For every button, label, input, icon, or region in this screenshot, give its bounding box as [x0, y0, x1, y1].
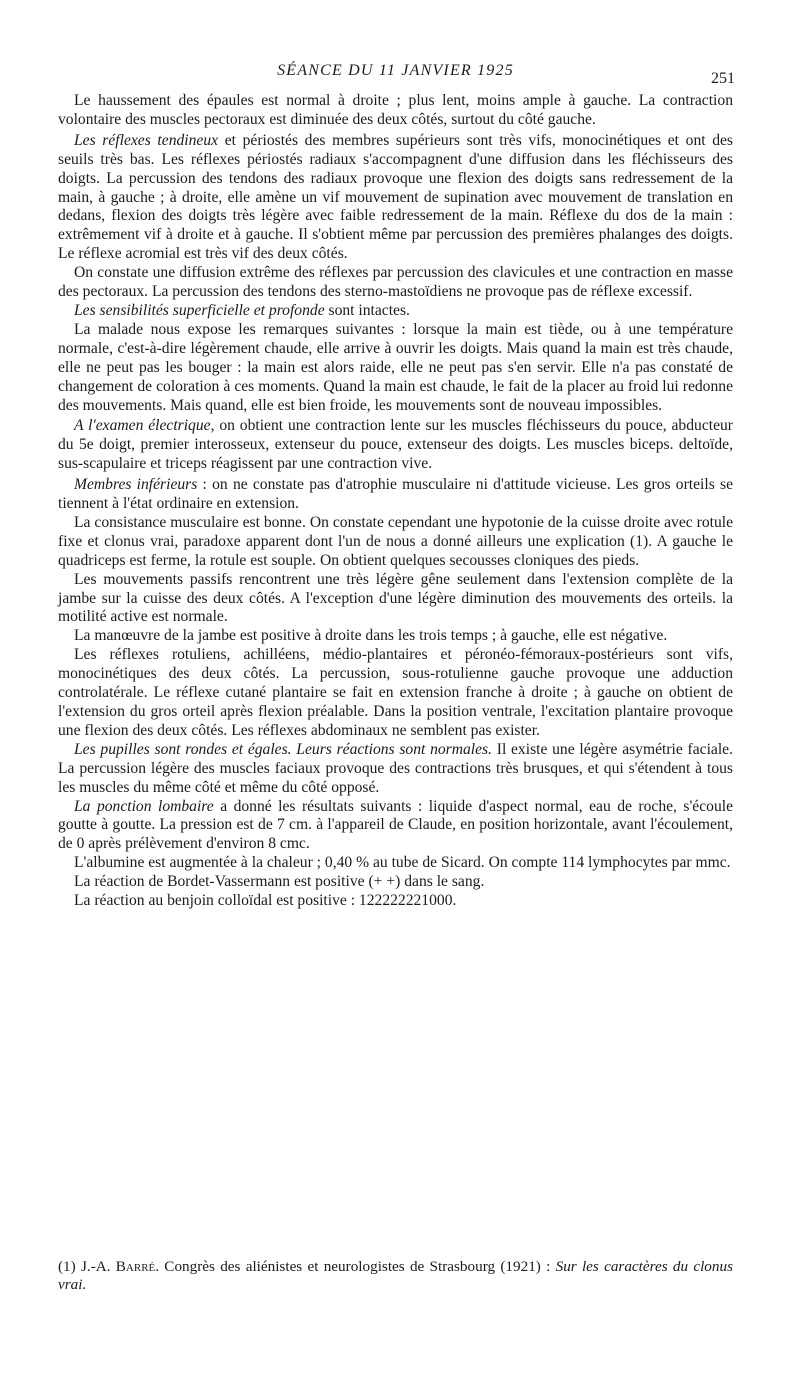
paragraph: La réaction au benjoin colloïdal est positive : 122222221000. — [74, 892, 457, 910]
paragraph: La consistance musculaire est bonne. On constate cependant une hypotonie de la cuisse droite avec rotule fixe et clonus vrai, paradoxe apparent dont l'un de nous a donné ailleurs une explication (1). A gauche le quadriceps est ferme, la rotule est souple. On obtient quelques secousses cloniques des pieds. — [58, 513, 733, 569]
page — [58, 58, 733, 911]
paragraph: La ponction lombaire a donné les résultats suivants : liquide d'aspect normal, eau de roche, s'écoule goutte à goutte. La pression est de 7 cm. à l'appareil de Claude, en position horizontale, avant l'écoulement, de 0 après prélèvement d'environ 8 cmc. — [58, 797, 733, 853]
body-text — [58, 92, 733, 911]
paragraph: A l'examen électrique, on obtient une contraction lente sur les muscles fléchisseurs du pouce, abducteur du 5e doigt, premier interosseux, extenseur du pouce, extenseur des doigts. Les muscles biceps. deltoïde, sus-scapulaire et triceps réagissent par une contraction vive. — [58, 417, 733, 473]
paragraph: L'albumine est augmentée à la chaleur ; 0,40 % au tube de Sicard. On compte 114 lymphocytes par mmc. — [74, 854, 731, 872]
paragraph: Les réflexes tendineux et périostés des membres supérieurs sont très vifs, monocinétiques et ont des seuils très bas. Les réflexes périostés radiaux s'accompagnent d'une diffusion dans les fléchisseurs des doigts. La percussion des tendons des radiaux provoque une flexion des doigts sans redressement de la main, à gauche ; à droite, elle amène un vif mouvement de supination avec mouvement de translation en dedans, flexion des doigts très légère avec faible redressement de la main. Réflexe du dos de la main : extrêmement vif à droite et à gauche. Il s'obtient même par percussion des premières phalanges des doigts. Le réflexe acromial est très vif des deux côtés. — [58, 131, 734, 263]
paragraph: Le haussement des épaules est normal à droite ; plus lent, moins ample à gauche. La contraction volontaire des muscles pectoraux est diminuée des deux côtés, surtout du côté gauche. — [58, 92, 733, 128]
page-number: 251 — [711, 70, 735, 87]
footnote-marker: (1) — [58, 1258, 76, 1275]
paragraph: Membres inférieurs : on ne constate pas d'atrophie musculaire ni d'attitude vicieuse. Les gros orteils se tiennent à l'état ordinaire en extension. — [58, 476, 733, 513]
paragraph: Les mouvements passifs rencontrent une très légère gêne seulement dans l'extension complète de la jambe sur la cuisse des deux côtés. A l'exception d'une légère diminution des mouvements des orteils. la motilité active est normale. — [58, 570, 733, 626]
paragraph: Les sensibilités superficielle et profonde sont intactes. — [74, 301, 410, 319]
paragraph: La réaction de Bordet-Vassermann est positive (+ +) dans le sang. — [74, 873, 485, 891]
paragraph: On constate une diffusion extrême des réflexes par percussion des clavicules et une contraction en masse des pectoraux. La percussion des tendons des sterno-mastoïdiens ne provoque pas de réflexe excessif. — [58, 264, 733, 301]
paragraph: Les réflexes rotuliens, achilléens, médio-plantaires et péronéo-fémoraux-postérieurs sont vifs, monocinétiques des deux côtés. La percussion, sous-rotulienne gauche provoque une adduction controlatérale. Le réflexe cutané plantaire se fait en extension franche à droite ; à gauche on obtient de l'extension du gros orteil après flexion préalable. Dans la position ventrale, l'excitation plantaire provoque une flexion des deux côtés. Les réflexes abdominaux ne semblent pas exister. — [58, 646, 733, 739]
running-head: SÉANCE DU 11 JANVIER 1925 — [277, 62, 514, 79]
footnote — [58, 1258, 733, 1294]
footnote-author: J.-A. Barré. — [80, 1258, 160, 1275]
footnote-title: Sur les caractères du clonus vrai. — [58, 1258, 733, 1293]
page-header — [58, 58, 733, 92]
paragraph: La manœuvre de la jambe est positive à droite dans les trois temps ; à gauche, elle est négative. — [74, 627, 668, 645]
paragraph: La malade nous expose les remarques suivantes : lorsque la main est tiède, ou à une température normale, c'est-à-dire légèrement chaude, elle arrive à ouvrir les doigts. Mais quand la main est très chaude, elle ne peut pas les bouger : la main est alors raide, elle ne peut pas s'en servir. Elle n'a pas constaté de changement de coloration à ces moments. Quand la main est chaude, le fait de la placer au froid lui redonne des mouvements. Mais quand, elle est bien froide, les mouvements sont de nouveau impossibles. — [58, 320, 733, 414]
footnote-text: (1) J.-A. Barré. Congrès des aliénistes et neurologistes de Strasbourg (1921) : Sur les caractères du clonus vrai. — [58, 1258, 733, 1293]
paragraph: Les pupilles sont rondes et égales. Leurs réactions sont normales. Il existe une légère asymétrie faciale. La percussion légère des muscles faciaux provoque des contractions très brusques, et qui s'étendent à tous les muscles du même côté et même du côté opposé. — [58, 740, 733, 796]
